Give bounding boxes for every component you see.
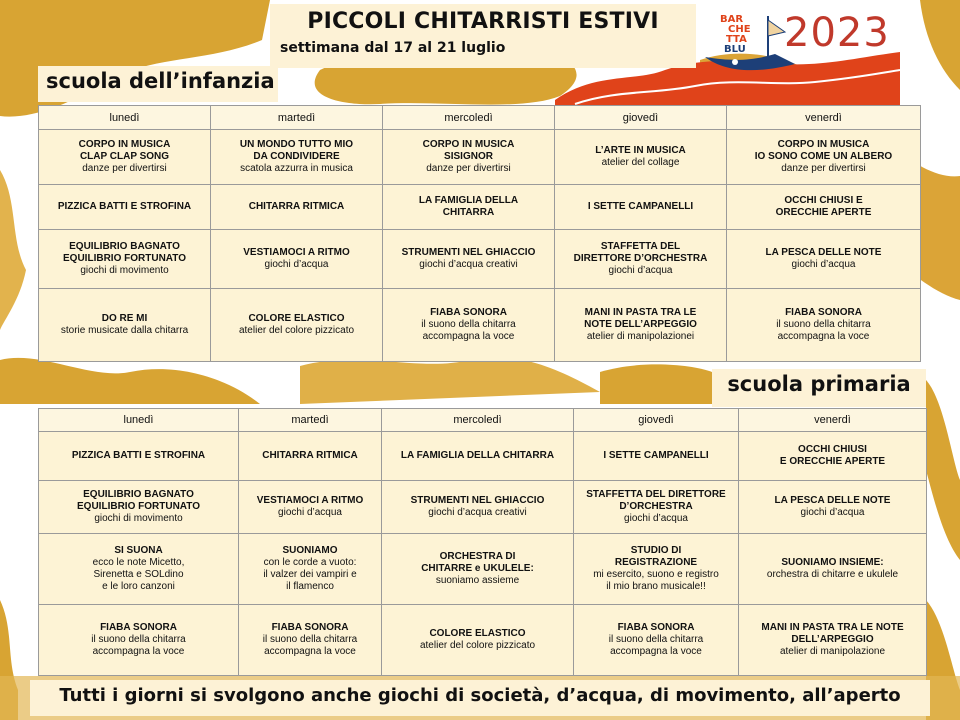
- activity-description: storie musicate dalla chitarra: [60, 325, 189, 337]
- schedule-cell: [727, 289, 921, 362]
- schedule-cell: [383, 130, 555, 185]
- activity-description: suoniamo assieme: [435, 574, 520, 586]
- activity-title: SI SUONA: [114, 544, 163, 556]
- activity-description: danze per divertirsi: [781, 163, 866, 175]
- activity-title: LA PESCA DELLE NOTE: [765, 247, 882, 259]
- schedule-cell: [383, 184, 555, 230]
- activity-title: FIABA SONORA: [271, 621, 349, 633]
- activity-title: FIABA SONORA: [430, 307, 507, 319]
- schedule-cell: [211, 289, 383, 362]
- schedule-cell: [39, 289, 211, 362]
- schedule-cell: [383, 230, 555, 289]
- schedule-cell: [382, 533, 574, 604]
- logo-line-1: BAR: [720, 14, 744, 25]
- activity-title: EQUILIBRIO BAGNATO EQUILIBRIO FORTUNATO: [63, 241, 186, 265]
- activity-description: giochi d’acqua: [608, 265, 673, 277]
- activity-title: FIABA SONORA: [100, 621, 177, 633]
- schedule-cell: [739, 604, 927, 675]
- activity-description: il suono della chitarra accompagna la voce: [421, 319, 516, 343]
- activity-title: DO RE MI: [101, 313, 148, 325]
- schedule-cell: [382, 604, 574, 675]
- schedule-cell: [383, 289, 555, 362]
- activity-description: atelier di manipolazionei: [586, 331, 695, 343]
- activity-description: giochi d’acqua creativi: [428, 506, 527, 518]
- section-label-primaria: scuola primaria: [712, 369, 926, 407]
- activity-title: I SETTE CAMPANELLI: [587, 201, 694, 213]
- schedule-cell: [574, 432, 739, 481]
- activity-description: atelier di manipolazione: [779, 645, 886, 657]
- schedule-cell: [739, 481, 927, 534]
- activity-title: MANI IN PASTA TRA LE NOTE DELL’ARPEGGIO: [761, 621, 904, 645]
- schedule-cell: [239, 604, 382, 675]
- activity-title: OCCHI CHIUSI E ORECCHIE APERTE: [779, 444, 886, 468]
- activity-title: FIABA SONORA: [617, 621, 695, 633]
- activity-title: EQUILIBRIO BAGNATO EQUILIBRIO FORTUNATO: [77, 488, 200, 512]
- activity-title: LA FAMIGLIA DELLA CHITARRA: [400, 450, 555, 462]
- activity-title: CORPO IN MUSICA SISIGNOR: [422, 139, 515, 163]
- activity-title: PIZZICA BATTI E STROFINA: [57, 201, 192, 213]
- day-header: giovedì: [574, 409, 739, 432]
- activity-description: atelier del collage: [601, 157, 680, 169]
- activity-description: atelier del colore pizzicato: [419, 639, 536, 651]
- schedule-cell: [39, 184, 211, 230]
- activity-description: giochi d’acqua creativi: [419, 259, 518, 271]
- activity-title: L’ARTE IN MUSICA: [595, 145, 686, 157]
- activity-title: STAFFETTA DEL DIRETTORE D’ORCHESTRA: [573, 241, 708, 265]
- schedule-cell: [739, 432, 927, 481]
- activity-description: il suono della chitarra accompagna la voce: [91, 633, 186, 657]
- schedule-cell: [382, 432, 574, 481]
- schedule-cell: [239, 481, 382, 534]
- footer-note: Tutti i giorni si svolgono anche giochi di società, d’acqua, di movimento, all’aperto: [30, 680, 930, 716]
- logo-line-2: CHE: [728, 24, 751, 35]
- activity-title: CHITARRA RITMICA: [262, 450, 358, 462]
- schedule-table-primaria: [38, 408, 927, 676]
- activity-description: danze per divertirsi: [82, 163, 167, 175]
- schedule-row: [39, 289, 921, 362]
- logo-text: [720, 15, 751, 55]
- activity-description: giochi di movimento: [80, 265, 169, 277]
- schedule-cell: [239, 432, 382, 481]
- day-header: mercoledì: [382, 409, 574, 432]
- activity-title: VESTIAMOCI A RITMO: [256, 494, 364, 506]
- schedule-cell: [727, 130, 921, 185]
- activity-title: COLORE ELASTICO: [248, 313, 345, 325]
- schedule-row: [39, 604, 927, 675]
- header-row: [39, 409, 927, 432]
- day-header: martedì: [239, 409, 382, 432]
- activity-title: STAFFETTA DEL DIRETTORE D’ORCHESTRA: [586, 488, 726, 512]
- activity-description: danze per divertirsi: [426, 163, 511, 175]
- schedule-row: [39, 130, 921, 185]
- schedule-cell: [727, 230, 921, 289]
- activity-title: STRUMENTI NEL GHIACCIO: [401, 247, 536, 259]
- schedule-row: [39, 481, 927, 534]
- activity-title: CORPO IN MUSICA IO SONO COME UN ALBERO: [754, 139, 893, 163]
- activity-title: I SETTE CAMPANELLI: [603, 450, 709, 462]
- activity-description: giochi d’acqua: [800, 506, 865, 518]
- activity-description: scatola azzurra in musica: [240, 163, 353, 175]
- day-header: giovedì: [555, 106, 727, 130]
- activity-description: il suono della chitarra accompagna la voce: [608, 633, 704, 657]
- activity-title: STRUMENTI NEL GHIACCIO: [410, 494, 545, 506]
- activity-title: SUONIAMO INSIEME:: [781, 556, 884, 568]
- day-header: mercoledì: [383, 106, 555, 130]
- schedule-cell: [211, 130, 383, 185]
- schedule-cell: [39, 604, 239, 675]
- schedule-cell: [727, 184, 921, 230]
- activity-description: ecco le note Micetto, Sirenetta e SOLdino e le loro canzoni: [92, 556, 185, 592]
- schedule-cell: [574, 604, 739, 675]
- logo-line-3: TTA: [726, 34, 747, 45]
- activity-title: CHITARRA RITMICA: [248, 201, 345, 213]
- activity-description: giochi d’acqua: [791, 259, 856, 271]
- day-header: venerdì: [739, 409, 927, 432]
- page-title: PICCOLI CHITARRISTI ESTIVI: [307, 9, 659, 34]
- schedule-row: [39, 230, 921, 289]
- activity-description: giochi d’acqua: [278, 506, 342, 518]
- activity-description: atelier del colore pizzicato: [238, 325, 355, 337]
- schedule-row: [39, 533, 927, 604]
- section-label-infanzia: scuola dell’infanzia: [38, 66, 278, 102]
- year-label: 2023: [784, 10, 890, 56]
- schedule-row: [39, 184, 921, 230]
- schedule-cell: [574, 481, 739, 534]
- schedule-cell: [39, 533, 239, 604]
- activity-description: il suono della chitarra accompagna la voce: [262, 633, 358, 657]
- activity-description: giochi d’acqua: [264, 259, 329, 271]
- schedule-cell: [555, 230, 727, 289]
- title-box: [270, 4, 696, 68]
- schedule-cell: [39, 230, 211, 289]
- activity-title: VESTIAMOCI A RITMO: [243, 247, 350, 259]
- activity-description: il suono della chitarra accompagna la voce: [776, 319, 871, 343]
- activity-title: LA FAMIGLIA DELLA CHITARRA: [418, 195, 519, 219]
- schedule-cell: [555, 184, 727, 230]
- activity-title: ORCHESTRA DI CHITARRE e UKULELE:: [421, 550, 534, 574]
- activity-description: giochi d’acqua: [624, 512, 688, 524]
- activity-title: PIZZICA BATTI E STROFINA: [71, 450, 206, 462]
- schedule-cell: [555, 289, 727, 362]
- day-header: lunedì: [39, 409, 239, 432]
- schedule-cell: [382, 481, 574, 534]
- activity-title: CORPO IN MUSICA CLAP CLAP SONG: [78, 139, 171, 163]
- schedule-cell: [555, 130, 727, 185]
- day-header: venerdì: [727, 106, 921, 130]
- schedule-cell: [39, 481, 239, 534]
- activity-title: STUDIO DI REGISTRAZIONE: [614, 544, 698, 568]
- activity-description: orchestra di chitarre e ukulele: [766, 568, 899, 580]
- schedule-cell: [211, 230, 383, 289]
- activity-title: COLORE ELASTICO: [429, 627, 526, 639]
- schedule-cell: [239, 533, 382, 604]
- activity-title: UN MONDO TUTTO MIO DA CONDIVIDERE: [239, 139, 354, 163]
- activity-title: FIABA SONORA: [785, 307, 862, 319]
- activity-title: OCCHI CHIUSI E ORECCHIE APERTE: [775, 195, 872, 219]
- schedule-cell: [739, 533, 927, 604]
- page-subtitle: settimana dal 17 al 21 luglio: [280, 40, 506, 56]
- header-row: [39, 106, 921, 130]
- schedule-table-infanzia: [38, 105, 921, 362]
- activity-description: giochi di movimento: [94, 512, 183, 524]
- activity-title: LA PESCA DELLE NOTE: [774, 494, 891, 506]
- activity-title: MANI IN PASTA TRA LE NOTE DELL’ARPEGGIO: [584, 307, 697, 331]
- schedule-cell: [39, 130, 211, 185]
- activity-description: mi esercito, suono e registro il mio brano musicale!!: [593, 568, 719, 592]
- schedule-cell: [39, 432, 239, 481]
- activity-description: con le corde a vuoto: il valzer dei vampiri e il flamenco: [263, 556, 357, 592]
- schedule-cell: [574, 533, 739, 604]
- logo-line-4: BLU: [724, 44, 746, 55]
- day-header: lunedì: [39, 106, 211, 130]
- day-header: martedì: [211, 106, 383, 130]
- schedule-cell: [211, 184, 383, 230]
- schedule-row: [39, 432, 927, 481]
- activity-title: SUONIAMO: [282, 544, 338, 556]
